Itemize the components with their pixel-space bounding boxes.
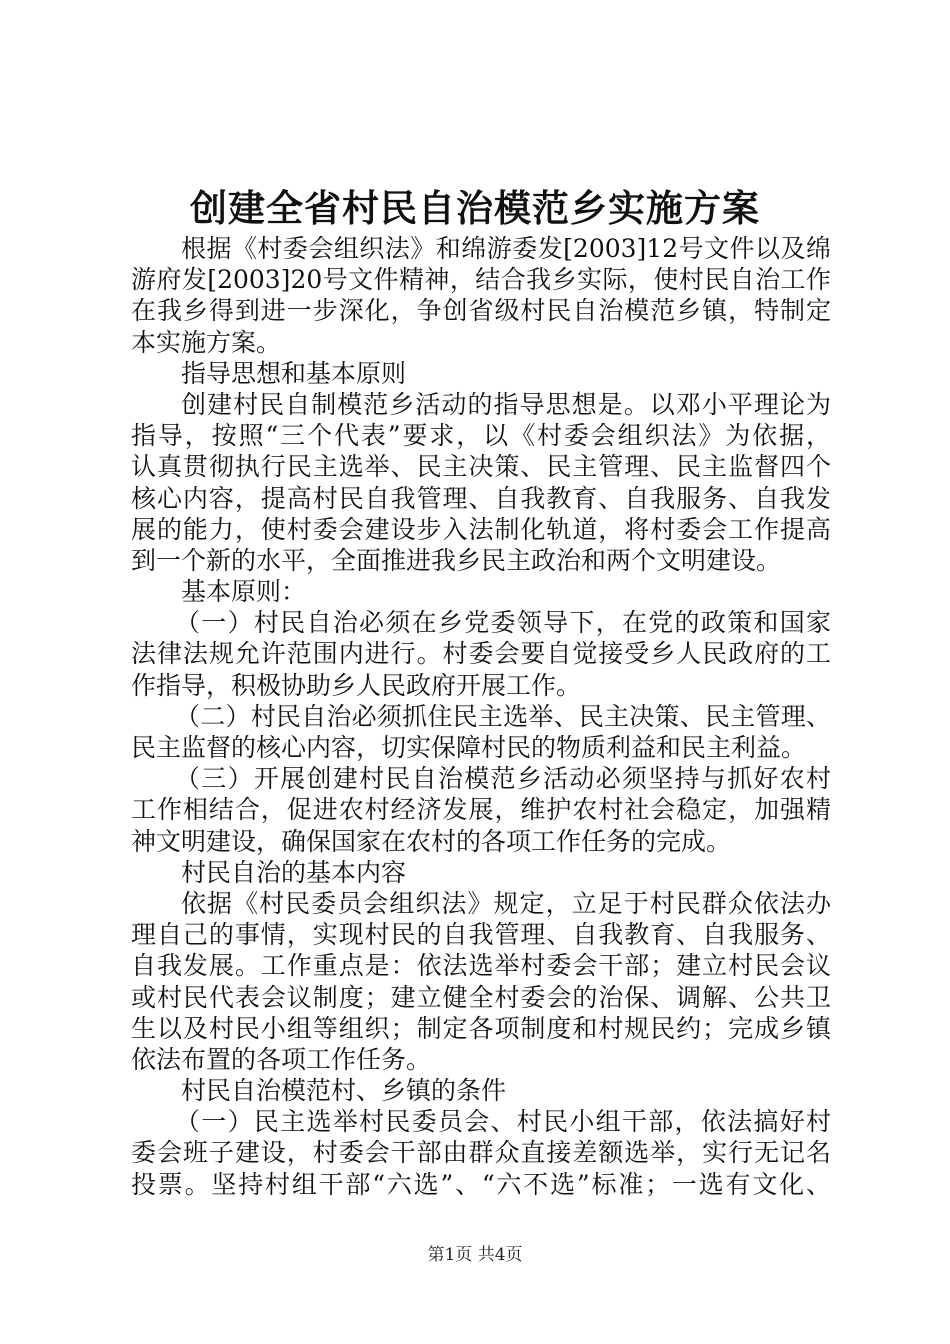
text-line: 自我发展。工作重点是：依法选举村委会干部；建立村民会议 (131, 951, 831, 981)
text-line: 基本原则： (181, 577, 307, 607)
text-line: （二）村民自治必须抓住民主选举、民主决策、民主管理、 (175, 701, 831, 731)
text-line: 根据《村委会组织法》和绵游委发[2003]12号文件以及绵 (181, 234, 831, 263)
text-line: 指导思想和基本原则 (181, 358, 407, 388)
text-line: 神文明建设，确保国家在农村的各项工作任务的完成。 (131, 826, 732, 856)
document-title: 创建全省村民自治模范乡实施方案 (190, 186, 760, 230)
text-line: 理自己的事情，实现村民的自我管理、自我教育、自我服务、 (131, 920, 831, 950)
text-line: 核心内容，提高村民自我管理、自我教育、自我服务、自我发 (131, 483, 831, 513)
text-line: 本实施方案。 (131, 327, 282, 357)
text-line: 生以及村民小组等组织；制定各项制度和村规民约；完成乡镇 (131, 1013, 831, 1043)
text-line: 展的能力，使村委会建设步入法制化轨道，将村委会工作提高 (131, 514, 831, 544)
text-line: 在我乡得到进一步深化，争创省级村民自治模范乡镇，特制定 (131, 296, 831, 326)
text-line: 创建村民自制模范乡活动的指导思想是。以邓小平理论为 (181, 389, 831, 419)
text-line: （一）民主选举村民委员会、村民小组干部，依法搞好村 (175, 1107, 831, 1137)
text-line: 投票。坚持村组干部“六选”、“六不选”标准；一选有文化、 (131, 1169, 831, 1199)
text-line: 委会班子建设，村委会干部由群众直接差额选举，实行无记名 (131, 1138, 831, 1168)
text-line: 依据《村民委员会组织法》规定，立足于村民群众依法办 (181, 888, 831, 918)
text-line: 工作相结合，促进农村经济发展，维护农村社会稳定，加强精 (131, 795, 831, 825)
text-line: 法律法规允许范围内进行。村委会要自觉接受乡人民政府的工 (131, 639, 831, 669)
text-line: 村民自治模范村、乡镇的条件 (181, 1076, 507, 1106)
text-line: 指导，按照“三个代表”要求，以《村委会组织法》为依据， (131, 421, 831, 451)
text-line: 到一个新的水平，全面推进我乡民主政治和两个文明建设。 (131, 545, 782, 575)
document-body (131, 233, 831, 1200)
text-line: 游府发[2003]20号文件精神，结合我乡实际，使村民自治工作 (131, 265, 831, 295)
text-line: 村民自治的基本内容 (181, 857, 407, 887)
text-line: 作指导，积极协助乡人民政府开展工作。 (131, 670, 582, 700)
text-line: （三）开展创建村民自治模范乡活动必须坚持与抓好农村 (175, 764, 831, 794)
text-line: 民主监督的核心内容，切实保障村民的物质利益和民主利益。 (131, 733, 807, 762)
text-line: 认真贯彻执行民主选举、民主决策、民主管理、民主监督四个 (131, 452, 831, 482)
text-line: （一）村民自治必须在乡党委领导下，在党的政策和国家 (175, 608, 831, 638)
text-line: 依法布置的各项工作任务。 (131, 1044, 432, 1074)
page-footer: 第1页 共4页 (427, 1245, 523, 1265)
text-line: 或村民代表会议制度；建立健全村委会的治保、调解、公共卫 (131, 982, 831, 1012)
